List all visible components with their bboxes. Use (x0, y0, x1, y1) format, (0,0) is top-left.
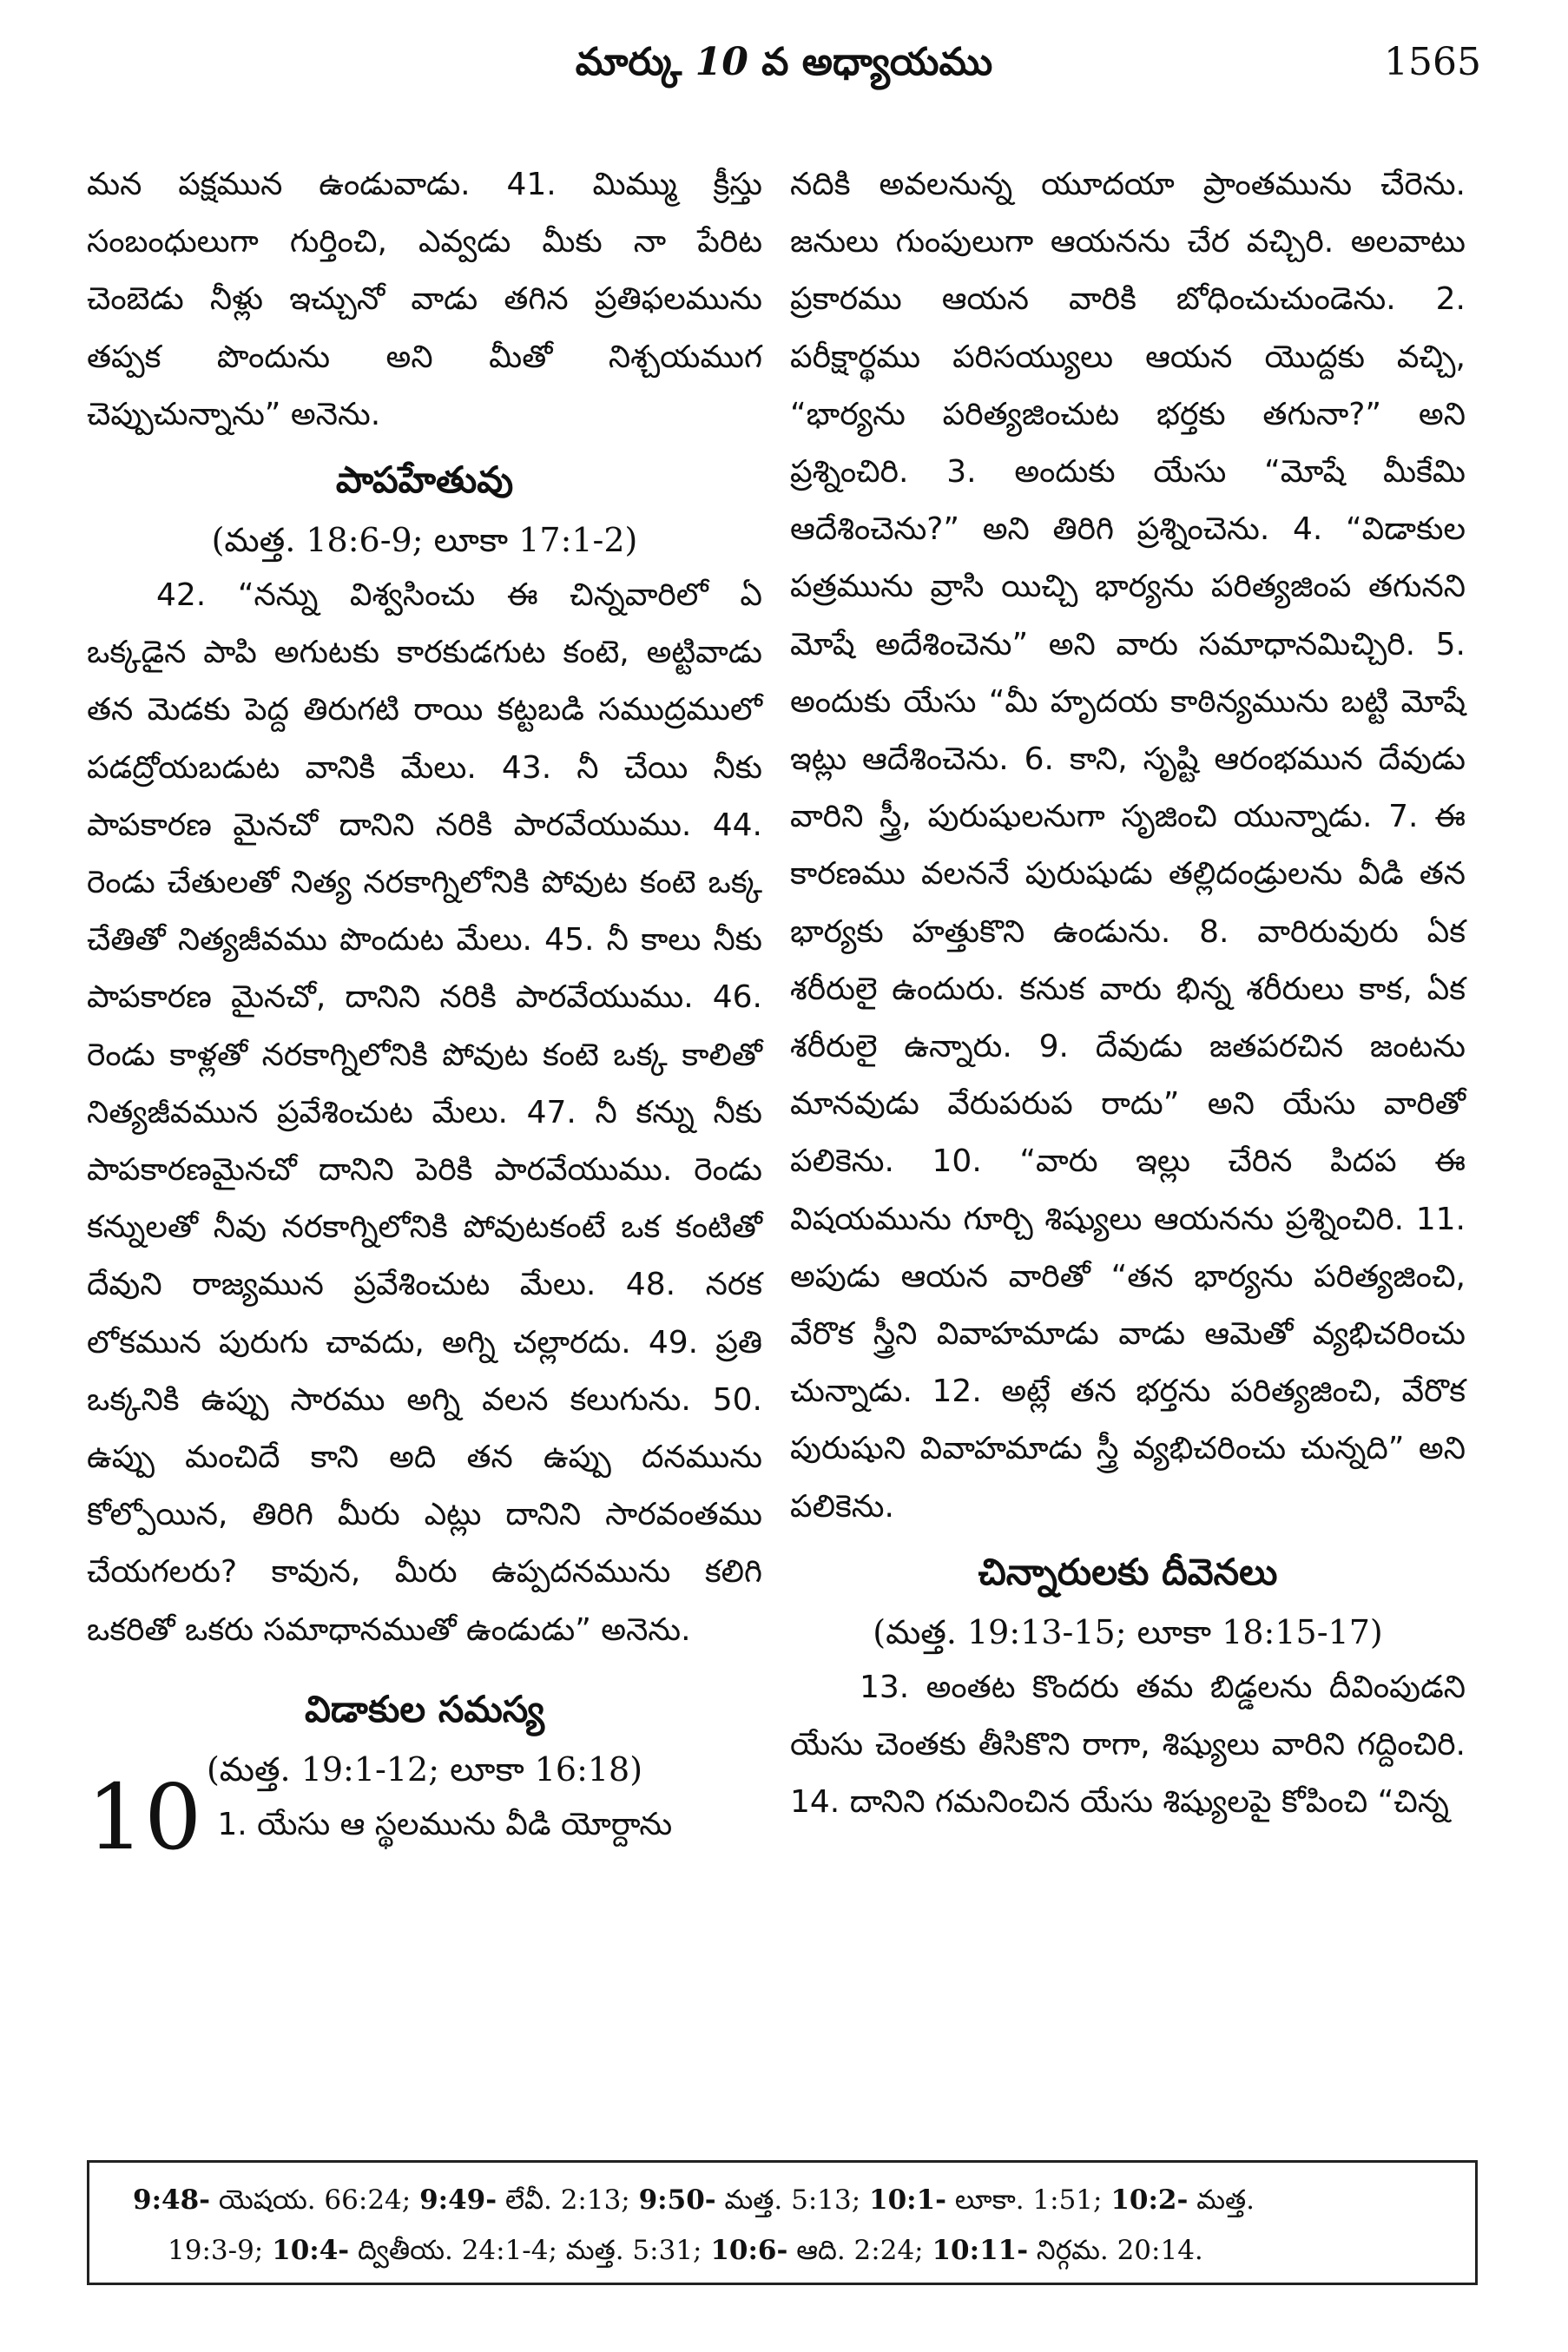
running-title-suffix: వ అధ్యాయము (748, 40, 993, 84)
footnote-text: ద్వితీయ. 24:1-4; మత్త. 5:31; (349, 2235, 711, 2266)
running-title-chapter-number: 10 (695, 40, 748, 84)
footnote-line-1 (133, 2175, 1440, 2225)
footnote-ref: 9:50- (638, 2184, 716, 2216)
footnote-ref: 10:2- (1110, 2184, 1189, 2216)
footnote-ref: 10:11- (932, 2235, 1029, 2266)
footnote-ref: 9:49- (419, 2184, 497, 2216)
paragraph-right-1: నదికి అవలనున్న యూదయా ప్రాంతమును చేరెను. జనులు గుంపులుగా ఆయనను చేర వచ్చిరి. అలవాటు ప్రకారము ఆయన వారికి బోధించుచుండెను. 2. పరీక్షార్థము పరిసయ్యులు ఆయన యొద్దకు వచ్చి, “భార్యను పరిత్యజించుట భర్తకు తగునా?” అని ప్రశ్నించిరి. 3. అందుకు యేసు “మోషే మీకేమి ఆదేశించెను?” అని తిరిగి ప్రశ్నించెను. 4. “విడాకుల పత్రమును వ్రాసి యిచ్చి భార్యను పరిత్యజింప తగునని మోషే అదేశించెను” అని వారు సమాధానమిచ్చిరి. 5. అందుకు యేసు “మీ హృదయ కాఠిన్యమును బట్టి మోషే ఇట్లు ఆదేశించెను. 6. కాని, సృష్టి ఆరంభమున దేవుడు వారిని స్త్రీ, పురుషులనుగా సృజించి యున్నాడు. 7. ఈ కారణము వలననే పురుషుడు తల్లిదండ్రులను వీడి తన భార్యకు హత్తుకొని ఉండును. 8. వారిరువురు ఏక శరీరులై ఉందురు. కనుక వారు భిన్న శరీరులు కాక, ఏక శరీరులై ఉన్నారు. 9. దేవుడు జతపరచిన జంటను మానవుడు వేరుపరుప రాదు” అని యేసు వారితో పలికెను. 10. “వారు ఇల్లు చేరిన పిదప ఈ విషయమును గూర్చి శిష్యులు ఆయనను ప్రశ్నించిరి. 11. అపుడు ఆయన వారితో “తన భార్యను పరిత్యజించి, వేరొక స్త్రీని వివాహమాడు వాడు ఆమెతో వ్యభిచరించు చున్నాడు. 12. అట్లే తన భర్తను పరిత్యజించి, వేరొక పురుషుని వివాహమాడు స్త్రీ వ్యభిచరించు చున్నది” అని పలికెను. (790, 167, 1466, 1525)
footnote-box (87, 2160, 1478, 2285)
paragraph-left-2: 42. “నన్ను విశ్వసించు ఈ చిన్నవారిలో ఏ ఒక్కడైన పాపి అగుటకు కారకుడగుట కంటె, అట్టివాడు తన మెడకు పెద్ద తిరుగటి రాయి కట్టబడి సముద్రములో పడద్రోయబడుట వానికి మేలు. 43. నీ చేయి నీకు పాపకారణ మైనచో దానిని నరికి పారవేయుము. 44. రెండు చేతులతో నిత్య నరకాగ్నిలోనికి పోవుట కంటె ఒక్క చేతితో నిత్యజీవము పొందుట మేలు. 45. నీ కాలు నీకు పాపకారణ మైనచో, దానిని నరికి పారవేయుము. 46. రెండు కాళ్లతో నరకాగ్నిలోనికి పోవుట కంటె ఒక్క కాలితో నిత్యజీవమున ప్రవేశించుట మేలు. 47. నీ కన్ను నీకు పాపకారణమైనచో దానిని పెరికి పారవేయుము. రెండు కన్నులతో నీవు నరకాగ్నిలోనికి పోవుటకంటే ఒక కంటితో దేవుని రాజ్యమున ప్రవేశించుట మేలు. 48. నరక లోకమున పురుగు చావదు, అగ్ని చల్లారదు. 49. ప్రతి ఒక్కనికి ఉప్పు సారము అగ్ని వలన కలుగును. 50. ఉప్పు మంచిదే కాని అది తన ఉప్పు దనమును కోల్పోయిన, తిరిగి మీరు ఎట్లు దానిని సారవంతము చేయగలరు? కావున, మీరు ఉప్పదనమును కలిగి ఒకరితో ఒకరు సమాధానముతో ఉండుడు” అనెను. (87, 577, 762, 1648)
footnote-text: లేవీ. 2:13; (497, 2184, 639, 2216)
footnote-ref: 10:6- (710, 2235, 788, 2266)
footnote-text: నిర్గమ. 20:14. (1028, 2235, 1203, 2266)
running-title (87, 40, 1481, 94)
cross-reference-3: (మత్త. 19:13-15; లూకా 18:15-17) (873, 1612, 1383, 1651)
footnote-ref: 9:48- (133, 2184, 211, 2216)
cross-reference-2: (మత్త. 19:1-12; లూకా 16:18) (206, 1749, 643, 1789)
paragraph-right-2: 13. అంతట కొందరు తమ బిడ్డలను దీవింపుడని యేసు చెంతకు తీసికొని రాగా, శిష్యులు వారిని గద్దించిరి. 14. దానిని గమనించిన యేసు శిష్యులపై కోపించి “చిన్న (790, 1669, 1466, 1821)
footnote-text: యెషయ. 66:24; (210, 2184, 420, 2216)
footnote-text: లూకా. 1:51; (946, 2184, 1111, 2216)
footnote-line-2 (133, 2225, 1440, 2276)
page-number: 1565 (1384, 40, 1481, 84)
section-heading-vidakula-samasya: విడాకుల సమస్య (304, 1687, 545, 1730)
cross-reference-1: (మత్త. 18:6-9; లూకా 17:1-2) (211, 521, 638, 560)
footnote-text: 19:3-9; (168, 2235, 273, 2266)
footnote-text: ఆది. 2:24; (787, 2235, 932, 2266)
section-heading-chinnarulaku-deevenalu: చిన్నారులకు దీవెనలు (978, 1550, 1278, 1593)
chapter-number-dropcap: 10 (87, 1763, 202, 1870)
chapter-first-verse: 1. యేసు ఆ స్థలమును వీడి యోర్దాను (217, 1806, 673, 1842)
section-heading-paapahetuvu: పాపహేతువు (335, 458, 514, 502)
running-title-prefix: మార్కు (575, 40, 695, 84)
footnote-text: మత్త. (1188, 2184, 1255, 2216)
right-column (790, 156, 1466, 1831)
footnote-ref: 10:4- (272, 2235, 350, 2266)
paragraph-left-1: మన పక్షమున ఉండువాడు. 41. మిమ్ము క్రీస్తు సంబంధులుగా గుర్తించి, ఎవ్వడు మీకు నా పేరిట చెంబెడు నీళ్లు ఇచ్చునో వాడు తగిన ప్రతిఫలమును తప్పక పొందును అని మీతో నిశ్చయముగ చెప్పుచున్నాను” అనెను. (87, 167, 762, 432)
left-column (87, 156, 762, 1870)
footnote-text: మత్త. 5:13; (715, 2184, 870, 2216)
footnote-ref: 10:1- (869, 2184, 947, 2216)
page-header (87, 40, 1481, 101)
